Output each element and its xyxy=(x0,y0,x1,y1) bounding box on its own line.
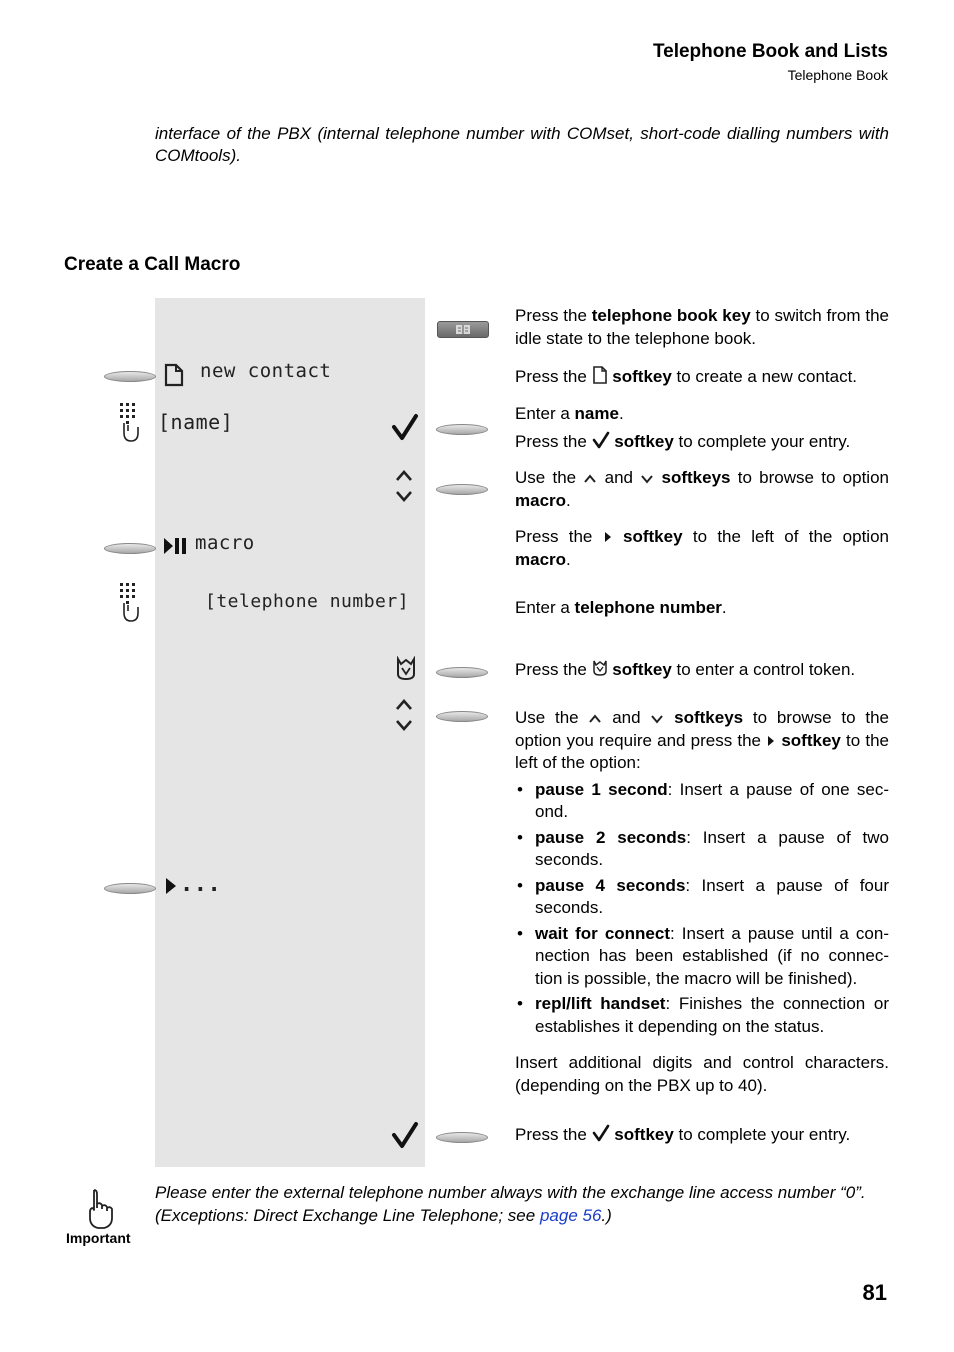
control-token-icon xyxy=(395,656,417,682)
important-note: Please enter the external telephone number always with the exchange line access number “0”. (Exceptions: Direct Exchange Line Telephone; see page 56.) xyxy=(155,1183,866,1225)
left-softkey-macro[interactable] xyxy=(104,543,156,554)
display-new-contact: new contact xyxy=(200,360,332,382)
step-complete-name: Press the softkey to complete your entry. xyxy=(515,432,851,451)
display-macro: macro xyxy=(195,532,255,554)
step-additional-digits: Insert additional digits and control characters. (depending on the PBX up to 40). xyxy=(515,1053,889,1095)
up-down-arrows-icon-2 xyxy=(393,697,415,733)
step-enter-name: Enter a name. xyxy=(515,404,624,423)
display-name-field: [name] xyxy=(158,410,234,434)
step-control-token: Press the softkey to enter a control token. xyxy=(515,660,856,679)
control-token-icon-inline xyxy=(592,659,608,677)
step-complete-entry: Press the softkey to complete your entry. xyxy=(515,1125,851,1144)
right-softkey-control-token[interactable] xyxy=(436,667,488,678)
new-contact-icon xyxy=(163,363,185,387)
right-softkey-browse[interactable] xyxy=(436,484,488,495)
checkmark-icon-2 xyxy=(391,1121,419,1149)
step-browse-options: Use the and softkeys to browse to the option you require and press the softkey to the left of the option: • pause 1 second: Insert a pause of one sec-ond. • pause 2 seconds: Insert a pause of two seconds. • pause 4 seconds: Insert a pause of four seconds. • wait for connect: Insert a pause until a con-nection has been established (if no connec-tion is possible, the macro will be finished). • repl/lift handset: Finishes the connection or establishes it depending on the status. xyxy=(515,707,889,1038)
option-pause-4: • pause 4 seconds: Insert a pause of four seconds. xyxy=(515,875,889,920)
down-arrow-icon-inline-2 xyxy=(650,713,664,725)
step-select-macro: Press the softkey to the left of the option macro. xyxy=(515,527,889,569)
up-arrow-icon-inline-2 xyxy=(588,713,602,725)
right-arrow-icon xyxy=(164,876,178,896)
right-arrow-icon-inline-2 xyxy=(766,734,776,748)
keypad-hand-icon-2 xyxy=(116,581,142,625)
right-softkey-browse-2[interactable] xyxy=(436,711,488,722)
up-arrow-icon-inline xyxy=(583,473,597,485)
play-pause-icon xyxy=(163,536,189,556)
chapter-title: Telephone Book and Lists xyxy=(652,41,888,62)
step-enter-telephone-number: Enter a telephone number. xyxy=(515,598,727,617)
up-down-arrows-icon xyxy=(393,468,415,504)
pointing-hand-icon xyxy=(84,1188,116,1230)
keypad-hand-icon xyxy=(116,401,142,445)
page-number: 81 xyxy=(862,1280,887,1305)
step-browse-macro: Use the and softkeys to browse to option macro. xyxy=(515,468,889,510)
step-telephone-book-key: Press the telephone book key to switch from the idle state to the telephone book. xyxy=(515,306,889,348)
page-link[interactable]: page 56 xyxy=(539,1205,602,1225)
chapter-subtitle: Telephone Book xyxy=(787,67,888,83)
intro-paragraph: interface of the PBX (internal telephone number with COMset, short-code dialling numbers with COMtools). xyxy=(155,124,889,165)
down-arrow-icon-inline xyxy=(640,473,654,485)
new-contact-icon-inline xyxy=(592,366,608,384)
important-label: Important xyxy=(66,1230,131,1246)
display-ellipsis: ... xyxy=(180,872,222,897)
display-telephone-number: [telephone number] xyxy=(205,591,410,612)
checkmark-icon xyxy=(391,413,419,441)
telephone-book-key[interactable] xyxy=(437,321,489,338)
book-icon xyxy=(438,322,488,337)
right-softkey-confirm-name[interactable] xyxy=(436,424,488,435)
option-pause-2: • pause 2 seconds: Insert a pause of two seconds. xyxy=(515,827,889,872)
option-repl-lift-handset: • repl/lift handset: Finishes the connection or establishes it depending on the status. xyxy=(515,993,889,1038)
checkmark-icon-inline xyxy=(592,431,610,449)
checkmark-icon-inline-2 xyxy=(592,1124,610,1142)
left-softkey-option[interactable] xyxy=(104,883,156,894)
right-arrow-icon-inline xyxy=(603,530,613,544)
step-new-contact: Press the softkey to create a new contact. xyxy=(515,367,858,386)
option-wait-for-connect: • wait for connect: Insert a pause until a con-nection has been established (if no connec-tion is possible, the macro will be finished). xyxy=(515,923,889,991)
right-softkey-confirm-entry[interactable] xyxy=(436,1132,488,1143)
section-title: Create a Call Macro xyxy=(64,254,241,275)
left-softkey-new-contact[interactable] xyxy=(104,371,156,382)
option-pause-1: • pause 1 second: Insert a pause of one sec-ond. xyxy=(515,779,889,824)
